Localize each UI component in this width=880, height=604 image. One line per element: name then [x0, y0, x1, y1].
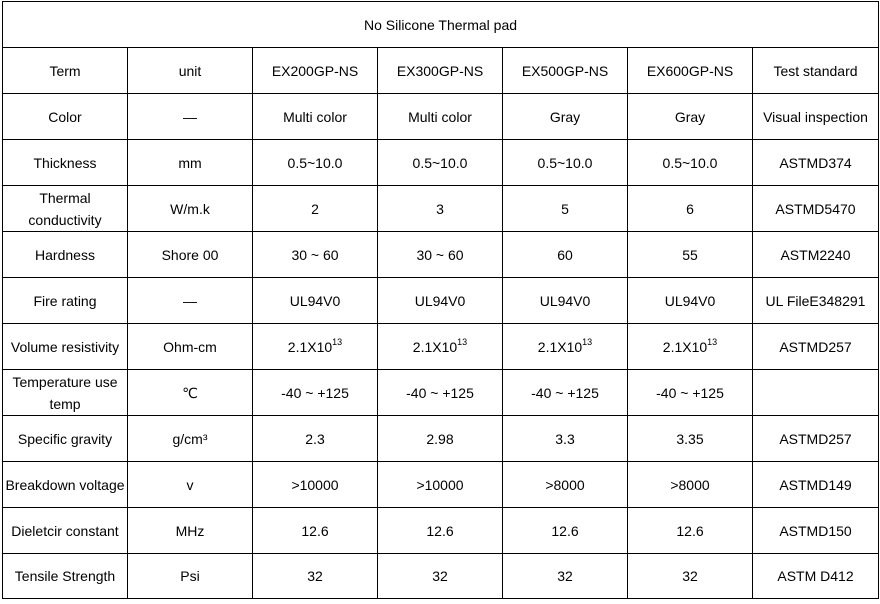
row-term: Breakdown voltage	[3, 462, 128, 508]
row-standard: ASTM D412	[753, 554, 879, 599]
row-value: 0.5~10.0	[378, 140, 503, 186]
row-unit: g/cm³	[128, 416, 253, 462]
row-unit: MHz	[128, 508, 253, 554]
row-value: 32	[628, 554, 753, 599]
value-exponent: 13	[582, 336, 593, 347]
row-unit: Psi	[128, 554, 253, 599]
row-value: 2.3	[253, 416, 378, 462]
row-term: Color	[3, 94, 128, 140]
row-value: 55	[628, 232, 753, 278]
row-value: UL94V0	[503, 278, 628, 324]
row-value: -40 ~ +125	[253, 370, 378, 416]
table-row	[3, 508, 879, 554]
table-row	[3, 462, 879, 508]
row-value: UL94V0	[628, 278, 753, 324]
row-standard: ASTMD5470	[753, 186, 879, 232]
row-term: Specific gravity	[3, 416, 128, 462]
row-value: 0.5~10.0	[628, 140, 753, 186]
row-value: 2	[253, 186, 378, 232]
table-row	[3, 140, 879, 186]
table-row	[3, 416, 879, 462]
row-value: Multi color	[253, 94, 378, 140]
row-value: 3.3	[503, 416, 628, 462]
row-value	[628, 324, 753, 370]
row-value: 30 ~ 60	[378, 232, 503, 278]
value-base: 2.1X10	[662, 338, 708, 355]
row-unit: Shore 00	[128, 232, 253, 278]
row-value: 6	[628, 186, 753, 232]
row-unit: mm	[128, 140, 253, 186]
spec-table	[2, 1, 879, 599]
header-ex200: EX200GP-NS	[253, 48, 378, 94]
row-term: Hardness	[3, 232, 128, 278]
row-value: 0.5~10.0	[253, 140, 378, 186]
row-value: UL94V0	[378, 278, 503, 324]
row-standard: ASTMD257	[753, 416, 879, 462]
row-value: UL94V0	[253, 278, 378, 324]
value-base: 2.1X10	[412, 338, 458, 355]
row-value: >10000	[253, 462, 378, 508]
row-value: 12.6	[628, 508, 753, 554]
value-base: 2.1X10	[537, 338, 583, 355]
row-value: 32	[253, 554, 378, 599]
row-value: >8000	[628, 462, 753, 508]
row-value: 2.98	[378, 416, 503, 462]
row-value: Multi color	[378, 94, 503, 140]
value-exponent: 13	[332, 336, 343, 347]
header-ex600: EX600GP-NS	[628, 48, 753, 94]
row-value: -40 ~ +125	[628, 370, 753, 416]
header-row	[3, 48, 879, 94]
row-value	[378, 324, 503, 370]
row-value: 0.5~10.0	[503, 140, 628, 186]
row-standard: ASTMD150	[753, 508, 879, 554]
row-value: Gray	[628, 94, 753, 140]
row-standard	[753, 370, 879, 416]
row-value: 30 ~ 60	[253, 232, 378, 278]
row-term: Tensile Strength	[3, 554, 128, 599]
row-value	[253, 324, 378, 370]
row-term: Volume resistivity	[3, 324, 128, 370]
header-unit: unit	[128, 48, 253, 94]
table-title: No Silicone Thermal pad	[3, 2, 879, 48]
row-standard: UL FileE348291	[753, 278, 879, 324]
row-value: 32	[503, 554, 628, 599]
row-standard: ASTMD374	[753, 140, 879, 186]
table-row	[3, 324, 879, 370]
table-row	[3, 554, 879, 599]
row-term: Fire rating	[3, 278, 128, 324]
row-value: >8000	[503, 462, 628, 508]
header-term: Term	[3, 48, 128, 94]
table-row	[3, 278, 879, 324]
row-standard: ASTMD149	[753, 462, 879, 508]
row-unit: v	[128, 462, 253, 508]
header-ex300: EX300GP-NS	[378, 48, 503, 94]
row-value: 60	[503, 232, 628, 278]
row-value: 5	[503, 186, 628, 232]
table-row	[3, 370, 879, 416]
row-value: 3	[378, 186, 503, 232]
row-unit: W/m.k	[128, 186, 253, 232]
value-exponent: 13	[707, 336, 718, 347]
table-row	[3, 94, 879, 140]
row-value: 12.6	[503, 508, 628, 554]
value-exponent: 13	[457, 336, 468, 347]
row-standard: ASTM2240	[753, 232, 879, 278]
row-value: -40 ~ +125	[378, 370, 503, 416]
row-value: 3.35	[628, 416, 753, 462]
header-ex500: EX500GP-NS	[503, 48, 628, 94]
title-row	[3, 2, 879, 48]
row-value: -40 ~ +125	[503, 370, 628, 416]
row-unit: —	[128, 94, 253, 140]
row-standard: ASTMD257	[753, 324, 879, 370]
table-row	[3, 232, 879, 278]
row-standard: Visual inspection	[753, 94, 879, 140]
row-term: Thickness	[3, 140, 128, 186]
row-term: Temperature use temp	[3, 370, 128, 416]
row-value: 32	[378, 554, 503, 599]
row-value	[503, 324, 628, 370]
row-value: 12.6	[378, 508, 503, 554]
table-row	[3, 186, 879, 232]
value-base: 2.1X10	[287, 338, 333, 355]
row-term: Thermal conductivity	[3, 186, 128, 232]
row-value: >10000	[378, 462, 503, 508]
row-value: 12.6	[253, 508, 378, 554]
row-value: Gray	[503, 94, 628, 140]
row-unit: —	[128, 278, 253, 324]
header-test-standard: Test standard	[753, 48, 879, 94]
row-term: Dieletcir constant	[3, 508, 128, 554]
row-unit: Ohm-cm	[128, 324, 253, 370]
row-unit: ℃	[128, 370, 253, 416]
